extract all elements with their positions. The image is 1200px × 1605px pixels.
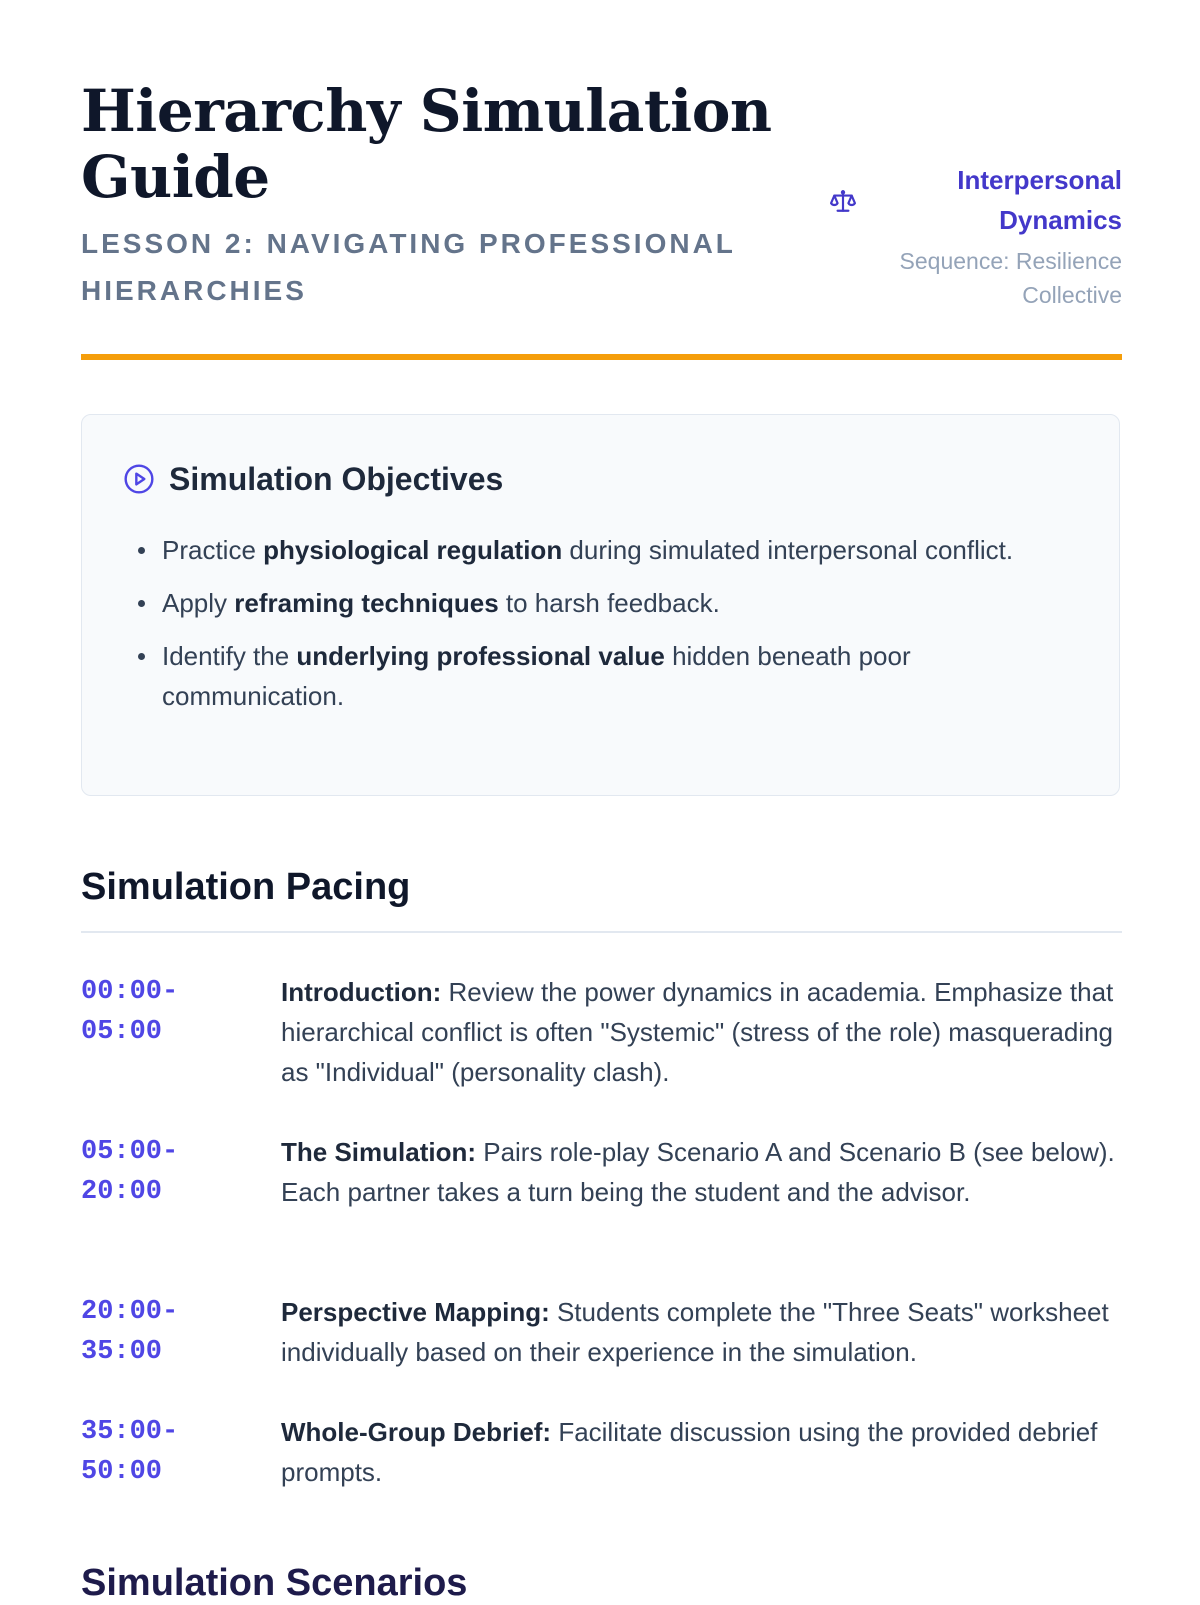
page-header: [81, 0, 1122, 362]
play-circle-icon: [123, 463, 155, 495]
time-range: 35:00- 50:00: [81, 1417, 179, 1487]
lesson-page: [81, 0, 1122, 1604]
scales-icon: [830, 188, 856, 214]
pacing-description: Whole-Group Debrief: Facilitate discussion using the provided debrief prompts.: [281, 1417, 1098, 1487]
lesson-meta: [862, 160, 1122, 312]
header-divider: [81, 354, 1122, 360]
list-item: Identify the underlying professional value hidden beneath poor communication.: [162, 636, 1062, 716]
pacing-description: Perspective Mapping: Students complete the "Three Seats" worksheet individually based on their experience in the simulation.: [281, 1297, 1109, 1367]
lesson-subtitle: LESSON 2: NAVIGATING PROFESSIONAL HIERARCHIES: [81, 228, 736, 306]
list-item: Apply reframing techniques to harsh feedback.: [162, 583, 1062, 623]
pacing-heading: Simulation Pacing: [81, 866, 411, 908]
pacing-description: The Simulation: Pairs role-play Scenario A and Scenario B (see below). Each partner takes a turn being the student and the advisor.: [281, 1137, 1115, 1207]
objectives-title: Simulation Objectives: [169, 460, 504, 497]
time-range: 00:00- 05:00: [81, 977, 179, 1047]
time-range: 05:00- 20:00: [81, 1137, 179, 1207]
list-item: Practice physiological regulation during simulated interpersonal conflict.: [162, 530, 1062, 570]
page-title: Hierarchy Simulation Guide: [81, 77, 772, 211]
time-range: 20:00- 35:00: [81, 1297, 179, 1367]
pacing-divider: [81, 931, 1122, 933]
category-label: Interpersonal Dynamics: [957, 165, 1122, 235]
objectives-list: [162, 530, 1062, 729]
sequence-label: Sequence: Resilience Collective: [899, 248, 1122, 308]
scenarios-heading: Simulation Scenarios: [81, 1562, 468, 1604]
pacing-description: Introduction: Review the power dynamics in academia. Emphasize that hierarchical conflict is often "Systemic" (stress of the role) masquerading as "Individual" (personality clash).: [281, 977, 1114, 1087]
objectives-heading: [123, 460, 503, 498]
